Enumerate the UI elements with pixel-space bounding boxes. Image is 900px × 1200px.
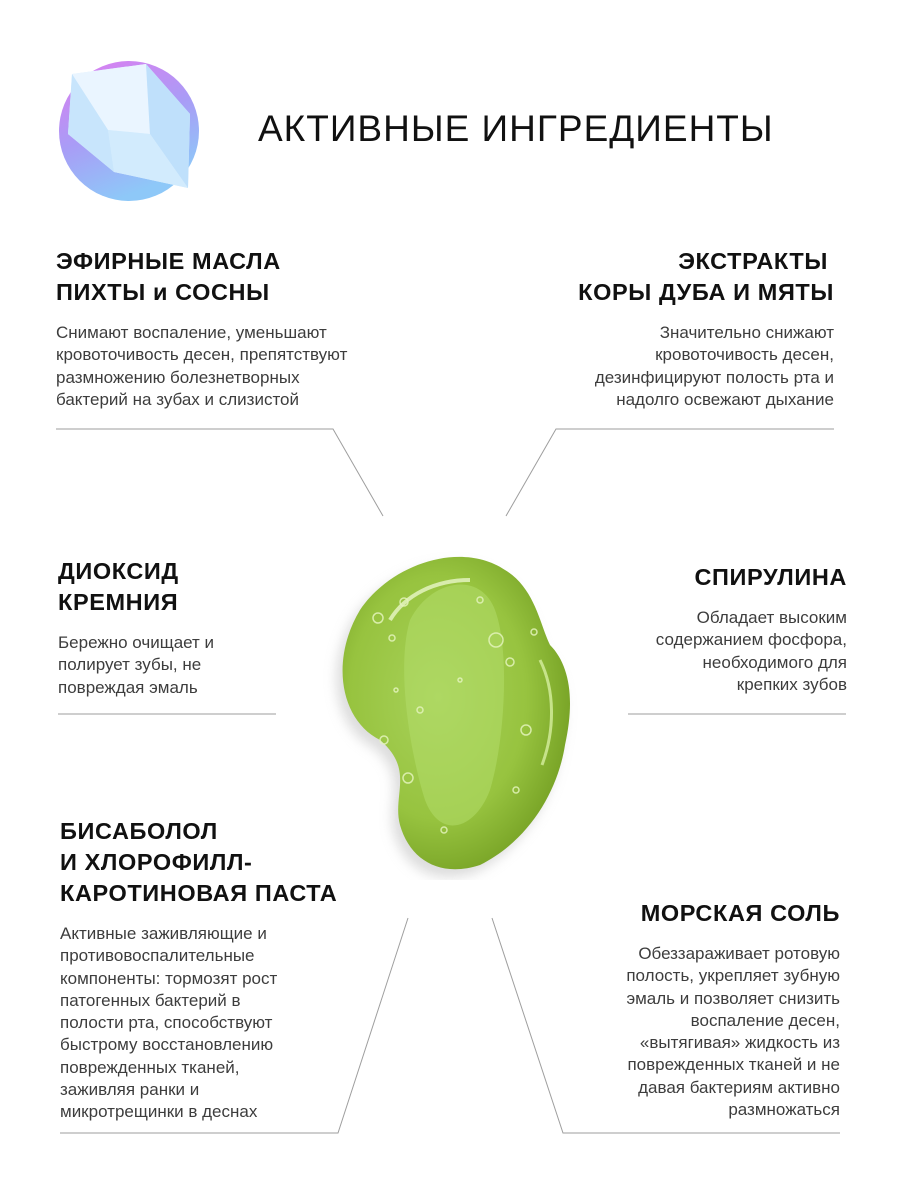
connector-top-left: [56, 429, 383, 516]
ingredient-description: Обладает высоким содержанием фосфора, необходимого для крепких зубов: [655, 608, 847, 694]
ingredient-bisabolol-chlorophyll: [60, 816, 400, 1124]
ingredient-description: Бережно очищает и полирует зубы, не повреждая эмаль: [58, 633, 215, 697]
ingredient-description: Обеззараживает ротовую полость, укрепляет зубную эмаль и позволяет снизить воспаление десен, «вытягивая» жидкость из поврежденных тканей и не давая бактериям активно размножаться: [626, 944, 840, 1120]
ingredient-title: ДИОКСИД КРЕМНИЯ: [58, 558, 179, 615]
ingredient-title: МОРСКАЯ СОЛЬ: [640, 900, 840, 926]
ingredient-spirulina: [600, 562, 847, 696]
ingredient-title: ЭКСТРАКТЫ КОРЫ ДУБА И МЯТЫ: [578, 248, 834, 305]
ingredient-description: Снимают воспаление, уменьшают кровоточивость десен, препятствуют размножению болезнетворных бактерий на зубах и слизистой: [56, 323, 348, 409]
ingredient-oak-mint-extracts: [470, 246, 834, 411]
ingredient-sea-salt: [540, 898, 840, 1121]
connector-top-right: [506, 429, 834, 516]
ingredient-title: СПИРУЛИНА: [694, 564, 847, 590]
ingredient-title: ЭФИРНЫЕ МАСЛА ПИХТЫ и СОСНЫ: [56, 248, 281, 305]
crystal-gradient-logo-icon: [58, 60, 200, 202]
ingredient-title: БИСАБОЛОЛ И ХЛОРОФИЛЛ- КАРОТИНОВАЯ ПАСТА: [60, 818, 338, 906]
ingredient-silicon-dioxide: [58, 556, 298, 699]
ingredient-description: Активные заживляющие и противовоспалительные компоненты: тормозят рост патогенных бактерий в полости рта, способствуют быстрому восстановлению поврежденных тканей, заживляя ранки и микротрещинки в деснах: [60, 924, 278, 1122]
page-title: АКТИВНЫЕ ИНГРЕДИЕНТЫ: [258, 108, 774, 149]
ingredient-fir-pine-oils: [56, 246, 436, 411]
ingredient-description: Значительно снижают кровоточивость десен, дезинфицируют полость рта и надолго освежают дыхание: [594, 323, 834, 409]
